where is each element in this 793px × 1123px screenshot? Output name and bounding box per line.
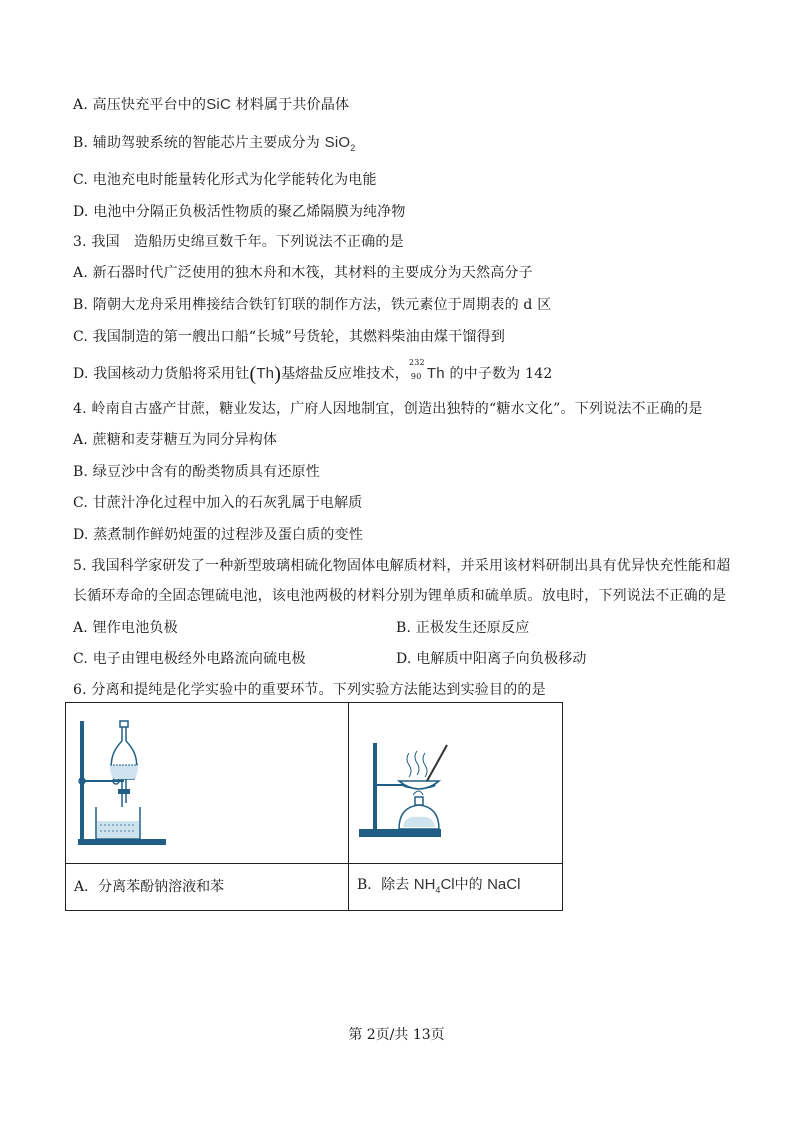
q6-option-a-caption: A．分离苯酚钠溶液和苯 [66, 864, 349, 911]
q5-option-b: B. 正极发生还原反应 [396, 620, 530, 636]
q4-stem: 4. 岭南自古盛产甘蔗，糖业发达，广府人因地制宜，创造出独特的“糖水文化”。下列说法不正确的是 [73, 401, 703, 417]
q4-option-c: C. 甘蔗汁净化过程中加入的石灰乳属于电解质 [73, 495, 363, 511]
q4-option-a: A. 蔗糖和麦芽糖互为同分异构体 [73, 432, 278, 448]
q5-option-a: A. 锂作电池负极 [73, 620, 178, 636]
evaporating-dish-apparatus-figure [349, 703, 562, 859]
q3-option-d: D. 我国核动力货船将采用钍(Th)基熔盐反应堆技术， 232 90 Th 的中子数为 142 [73, 358, 553, 385]
q3-option-b: B. 隋朝大龙舟采用榫接结合铁钉钉联的制作方法，铁元素位于周期表的 d 区 [73, 297, 552, 313]
thorium-isotope-notation: 232 90 [408, 358, 425, 381]
q6-figure-a-cell [66, 703, 349, 864]
q2-option-c: C. 电池充电时能量转化形式为化学能转化为电能 [73, 172, 377, 188]
q5-stem-line1: 5. 我国科学家研发了一种新型玻璃相硫化物固体电解质材料，并采用该材料研制出具有优异快充性能和超 [73, 558, 731, 574]
q5-option-d: D. 电解质中阳离子向负极移动 [396, 651, 587, 667]
q2-option-a: A. 高压快充平台中的SiC 材料属于共价晶体 [73, 96, 350, 113]
q5-option-c: C. 电子由锂电极经外电路流向硫电极 [73, 651, 306, 667]
sic-formula: SiC [206, 96, 231, 113]
page-footer: 第 2页/共 13页 [348, 1027, 445, 1043]
sio2-formula: SiO$_2$ [324, 134, 356, 153]
q6-options-table [65, 702, 563, 911]
q3-stem: 3. 我国 造船历史绵亘数千年。下列说法不正确的是 [73, 234, 404, 250]
nh4cl-formula: $NH_4Cl$ [413, 875, 455, 895]
separatory-funnel-apparatus-figure [66, 703, 348, 859]
q3-option-c: C. 我国制造的第一艘出口船“长城”号货轮，其燃料柴油由煤干馏得到 [73, 329, 506, 345]
nacl-formula: NaCl [487, 875, 521, 893]
q4-option-b: B. 绿豆沙中含有的酚类物质具有还原性 [73, 464, 320, 480]
q2-option-b: B. 辅助驾驶系统的智能芯片主要成分为 SiO$_2$ [73, 134, 356, 153]
q5-stem-line2: 长循环寿命的全固态锂硫电池，该电池两极的材料分别为锂单质和硫单质。放电时，下列说法不正确的是 [73, 588, 727, 604]
q6-figure-b-cell [349, 703, 563, 864]
q3-option-a: A. 新石器时代广泛使用的独木舟和木筏，其材料的主要成分为天然高分子 [73, 265, 533, 281]
q6-stem: 6. 分离和提纯是化学实验中的重要环节。下列实验方法能达到实验目的的是 [73, 682, 546, 698]
q6-option-b-caption: B．除去 $NH_4Cl$中的 NaCl [349, 864, 563, 911]
q2-option-d: D. 电池中分隔正负极活性物质的聚乙烯隔膜为纯净物 [73, 204, 406, 220]
thorium-symbol: Th [256, 365, 275, 382]
q4-option-d: D. 蒸煮制作鲜奶炖蛋的过程涉及蛋白质的变性 [73, 527, 364, 543]
